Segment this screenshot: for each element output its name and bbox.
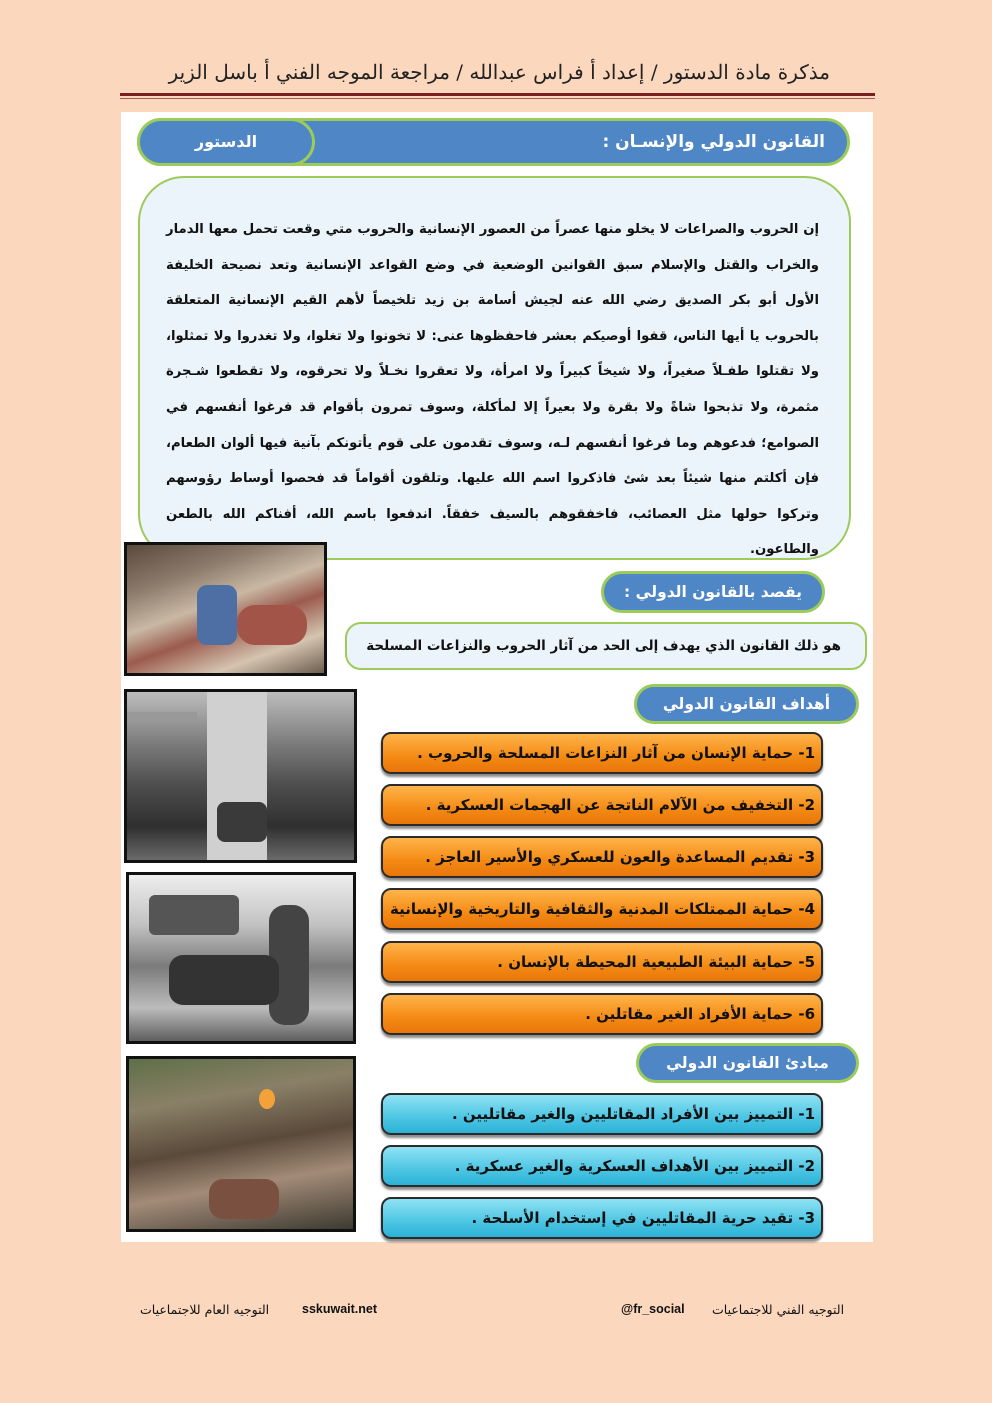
- principle-item: 3- تقيد حرية المقاتليين في إستخدام الأسلحة .: [381, 1197, 823, 1239]
- footer-handle: @fr_social: [621, 1302, 685, 1316]
- intro-text: إن الحروب والصراعات لا يخلو منها عصراً من العصور الإنسانية والحروب متي وقعت تحمل معها الدمار والخراب والقتل والإسلام سبق القوانين الوضعية في وضع القواعد الإنسانية وتعد نصيحة الخليفة الأول أبو بكر الصديق رضي الله عنه لجيش أسامة بن زيد تلخيصاً لأهم القيم الإنسانية المتعلقة بالحروب يا أيها الناس، قفوا أوصيكم بعشر فاحفظوها عنى: لا تخونوا ولا تغلوا، ولا تغدروا ولا تمثلوا، ولا تقتلوا طفـلاً صغيراً، ولا شيخاً كبيراً ولا امرأة، ولا تعقروا نخـلاً ولا تحرقوه، ولا تقطعوا شـجرة مثمرة، ولا تذبحوا شاةً ولا بقرة ولا بعيراً إلا لمأكلة، وسوف تمرون بأقوام قد فرغوا أنفسهم في الصوامع؛ فدعوهم وما فرغوا أنفسهم لـه، وسوف تقدمون على قوم يأتونكم بآنية فيها ألوان الطعام، فإن أكلتم منها شيئاً بعد شئ فاذكروا اسم الله عليها. وتلقون أقواماً قد فحصوا أوساط رؤوسهم وتركوا حولها مثل العصائب، فاخفقوهم بالسيف خفقاً. اندفعوا باسم الله، أفناكم الله بالطعن والطاعون.: [166, 222, 819, 558]
- header-rule-thin: [120, 98, 875, 99]
- footer-left-label: التوجيه العام للاجتماعيات: [140, 1302, 270, 1317]
- intro-box: [138, 176, 851, 560]
- goal-item: 3- تقديم المساعدة والعون للعسكري والأسير العاجز .: [381, 836, 823, 878]
- principle-item: 1- التمييز بين الأفراد المقاتليين والغير مقاتليين .: [381, 1093, 823, 1135]
- definition-text: هو ذلك القانون الذي يهدف إلى الحد من آثار الحروب والنزاعات المسلحة: [345, 622, 867, 670]
- footer-right-label: التوجيه الفني للاجتماعيات: [712, 1302, 845, 1317]
- goals-heading: أهداف القانون الدولي: [634, 684, 859, 724]
- goal-item: 5- حماية البيئة الطبيعية المحيطة بالإنسان .: [381, 941, 823, 983]
- definition-heading: يقصد بالقانون الدولي :: [601, 571, 825, 613]
- goal-item: 1- حماية الإنسان من آثار النزاعات المسلحة والحروب .: [381, 732, 823, 774]
- header-title: مذكرة مادة الدستور / إعداد أ فراس عبدالله / مراجعة الموجه الفني أ باسل الزير: [168, 60, 830, 84]
- subject-tab: الدستور: [137, 118, 315, 166]
- banner-title: القانون الدولي والإنسـان :: [602, 132, 825, 152]
- goal-item: 4- حماية الممتلكات المدنية والثقافية والتاريخية والإنسانية: [381, 888, 823, 930]
- photo-soldiers-bridge: [124, 689, 357, 863]
- photo-destroyed-street: [126, 1056, 356, 1232]
- photo-child-rubble: [124, 542, 327, 676]
- principles-heading: مبادئ القانون الدولي: [636, 1043, 859, 1083]
- photo-tank-soldier: [126, 872, 356, 1044]
- principle-item: 2- التمييز بين الأهداف العسكرية والغير عسكرية .: [381, 1145, 823, 1187]
- header-rule: [120, 93, 875, 96]
- goal-item: 2- التخفيف من الآلام الناتجة عن الهجمات العسكرية .: [381, 784, 823, 826]
- footer-site: sskuwait.net: [302, 1302, 378, 1316]
- goal-item: 6- حماية الأفراد الغير مقاتلين .: [381, 993, 823, 1035]
